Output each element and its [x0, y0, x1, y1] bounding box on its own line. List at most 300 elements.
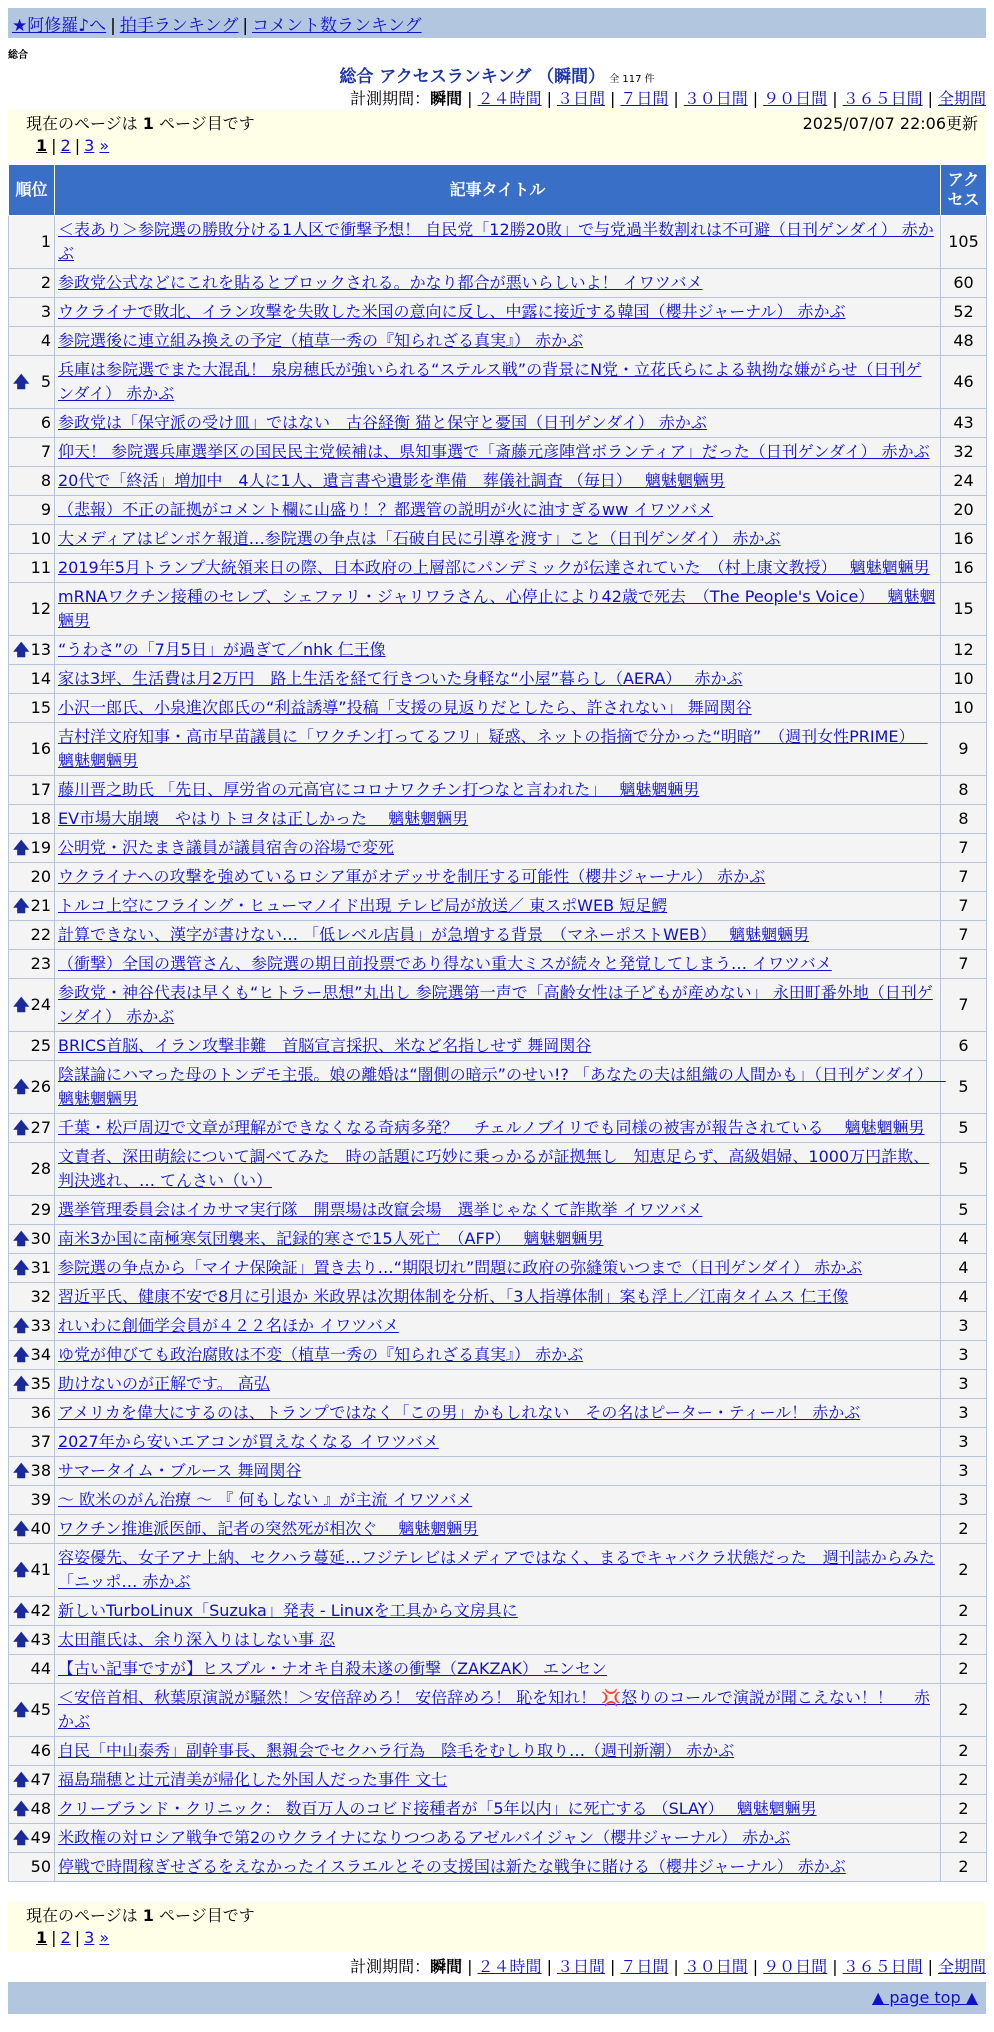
article-link[interactable]: 兵庫は参院選でまた大混乱！ 泉房穂氏が強いられる“ステルス戦”の背景にN党・立花氏らによる執拗な嫌がらせ（日刊ゲンダイ） 赤かぶ [58, 360, 922, 403]
access-count: 8 [941, 805, 987, 834]
ranking-table-body [9, 216, 987, 1882]
rank-up-arrow-icon: 🡅 [13, 896, 30, 915]
article-link[interactable]: 参院選の争点から「マイナ保険証」置き去り…“期限切れ”問題に政府の弥縫策いつまで（日刊ゲンダイ） 赤かぶ [58, 1258, 863, 1277]
table-row [9, 1341, 987, 1370]
table-row [9, 1795, 987, 1824]
paging-text-after: ページ目です [159, 1906, 255, 1925]
period-current: 瞬間 [430, 89, 463, 108]
title-cell [55, 1766, 941, 1795]
rank-cell [9, 1766, 55, 1795]
access-count: 2 [941, 1684, 987, 1737]
rank-up-arrow-icon: 🡅 [13, 1799, 30, 1818]
next-page-link[interactable]: » [99, 1928, 110, 1947]
period-link-4[interactable]: ９０日間 [763, 89, 828, 108]
period-link-0[interactable]: ２４時間 [477, 1957, 542, 1976]
period-selector-bottom [350, 1954, 986, 1977]
page-link-0[interactable]: 2 [60, 136, 71, 155]
title-cell [55, 298, 941, 327]
access-count: 7 [941, 950, 987, 979]
rank-number: 38 [30, 1461, 51, 1480]
title-cell [55, 216, 941, 269]
table-row [9, 694, 987, 723]
access-count: 3 [941, 1370, 987, 1399]
article-link[interactable]: 参院選後に連立組み換えの予定（植草一秀の『知られざる真実』） 赤かぶ [58, 331, 584, 350]
access-count: 105 [941, 216, 987, 269]
table-row [9, 834, 987, 863]
paging-status [26, 1905, 968, 1927]
article-link[interactable]: （悲報）不正の証拠がコメント欄に山盛り！？都選管の説明が火に油すぎるww イワツバメ [58, 500, 713, 519]
access-count: 24 [941, 467, 987, 496]
next-page-link[interactable]: » [99, 136, 110, 155]
title-cell [55, 1515, 941, 1544]
title-cell [55, 1225, 941, 1254]
access-count: 2 [941, 1655, 987, 1684]
table-row [9, 1486, 987, 1515]
rank-header: 順位 [9, 165, 55, 216]
period-label: 計測期間： [350, 89, 431, 108]
table-row [9, 1684, 987, 1737]
paging-box-top [8, 110, 986, 160]
article-link[interactable]: 千葉・松戸周辺で文章が理解ができなくなる奇病多発？ チェルノブイリでも同様の被害が報告されている 魑魅魍魎男 [58, 1118, 925, 1137]
article-link[interactable]: 【古い記事ですが】ヒスブル・ナオキ自殺未遂の衝撃（ZAKZAK） エンセン [58, 1659, 607, 1678]
rank-cell [9, 1196, 55, 1225]
rank-number: 4 [40, 331, 51, 350]
title-cell [55, 1254, 941, 1283]
rank-cell [9, 1312, 55, 1341]
rank-number: 3 [40, 302, 51, 321]
rank-number: 47 [30, 1770, 51, 1789]
rank-cell [9, 1143, 55, 1196]
article-link[interactable]: 大メディアはピンボケ報道…参院選の争点は「石破自民に引導を渡す」こと（日刊ゲンダイ） 赤かぶ [58, 529, 781, 548]
period-link-3[interactable]: ３０日間 [683, 89, 748, 108]
access-count: 8 [941, 776, 987, 805]
footer-bar [8, 1982, 986, 2014]
page-link-0[interactable]: 2 [60, 1928, 71, 1947]
rank-cell [9, 269, 55, 298]
table-row [9, 950, 987, 979]
article-link[interactable]: ゆ党が伸びても政治腐敗は不変（植草一秀の『知られざる真実』） 赤かぶ [58, 1345, 584, 1364]
article-link[interactable]: 助けないのが正解です。 高弘 [58, 1374, 270, 1393]
article-link[interactable]: 容姿優先、女子アナ上納、セクハラ蔓延…フジテレビはメディアではなく、まるでキャバクラ状態だった 週刊誌からみた「ニッポ… 赤かぶ [58, 1548, 935, 1591]
access-count: 2 [941, 1795, 987, 1824]
rank-number: 17 [30, 780, 51, 799]
table-row [9, 863, 987, 892]
table-row [9, 1196, 987, 1225]
table-row [9, 1283, 987, 1312]
rank-up-arrow-icon: 🡅 [13, 1630, 30, 1649]
article-link[interactable]: トルコ上空にフライング・ヒューマノイド出現 テレビ局が放送／ 東スポWEB 短足鰐 [58, 896, 668, 915]
access-count: 46 [941, 356, 987, 409]
rank-up-arrow-icon: 🡅 [13, 1316, 30, 1335]
table-row [9, 979, 987, 1032]
access-count: 3 [941, 1457, 987, 1486]
access-count: 3 [941, 1312, 987, 1341]
period-link-2[interactable]: ７日間 [620, 89, 669, 108]
page-link-1[interactable]: 3 [84, 136, 95, 155]
access-count: 7 [941, 979, 987, 1032]
rank-up-arrow-icon: 🡅 [13, 995, 30, 1014]
article-link[interactable]: 米政権の対ロシア戦争で第2のウクライナになりつつあるアゼルバイジャン（櫻井ジャーナル） 赤かぶ [58, 1828, 791, 1847]
rank-number: 48 [30, 1799, 51, 1818]
table-row [9, 554, 987, 583]
comment-ranking-link[interactable]: コメント数ランキング [252, 16, 422, 36]
article-link[interactable]: 20代で「終活」増加中 4人に1人、遺言書や遺影を準備 葬儀社調査 （毎日） 魑魅魍魎男 [58, 471, 725, 490]
rank-number: 50 [30, 1857, 51, 1876]
access-count: 3 [941, 1399, 987, 1428]
table-row [9, 1370, 987, 1399]
period-link-5[interactable]: ３６５日間 [842, 89, 923, 108]
rank-up-arrow-icon: 🡅 [13, 1345, 30, 1364]
rank-number: 23 [30, 954, 51, 973]
access-count: 10 [941, 665, 987, 694]
rank-number: 28 [30, 1159, 51, 1178]
article-link[interactable]: mRNAワクチン接種のセレブ、シェファリ・ジャリワラさん、心停止により42歳で死去 （The People's Voice） 魑魅魍魎男 [58, 587, 936, 630]
ranking-table [8, 164, 987, 1882]
period-link-1[interactable]: ３日間 [556, 89, 605, 108]
article-link[interactable]: 参政党は「保守派の受け皿」ではない 古谷経衡 猫と保守と憂国（日刊ゲンダイ） 赤かぶ [58, 413, 707, 432]
rank-cell [9, 1626, 55, 1655]
table-row [9, 723, 987, 776]
table-row [9, 525, 987, 554]
rank-number: 41 [30, 1560, 51, 1579]
article-link[interactable]: 選挙管理委員会はイカサマ実行隊 開票場は改竄会場 選挙じゃなくて詐欺挙 イワツバメ [58, 1200, 703, 1219]
rank-up-arrow-icon: 🡅 [13, 1519, 30, 1538]
period-link-0[interactable]: ２４時間 [477, 89, 542, 108]
article-link[interactable]: ～ 欧米のがん治療 ～ 『 何もしない 』が主流 イワツバメ [58, 1490, 473, 1509]
rank-cell [9, 467, 55, 496]
article-link[interactable]: 自民「中山泰秀」副幹事長、懇親会でセクハラ行為 陰毛をむしり取り…（週刊新潮） 赤かぶ [58, 1741, 735, 1760]
article-link[interactable]: れいわに創価学会員が４２２名ほか イワツバメ [58, 1316, 399, 1335]
table-row [9, 805, 987, 834]
rank-up-arrow-icon: 🡅 [13, 1770, 30, 1789]
article-link[interactable]: 停戦で時間稼ぎせざるをえなかったイスラエルとその支援国は新たな戦争に賭ける（櫻井ジャーナル） 赤かぶ [58, 1857, 846, 1876]
rank-number: 30 [30, 1229, 51, 1248]
table-row [9, 496, 987, 525]
article-link[interactable]: 参政党公式などにこれを貼るとブロックされる。かなり都合が悪いらしいよ！ イワツバメ [58, 273, 703, 292]
table-row [9, 467, 987, 496]
table-row [9, 356, 987, 409]
separator: | [927, 89, 933, 108]
top-navigation-bar: ★阿修羅♪へ | 拍手ランキング | コメント数ランキング [8, 8, 986, 38]
paging-current-number: 1 [142, 114, 154, 133]
rank-up-arrow-icon: 🡅 [13, 1258, 30, 1277]
table-row [9, 1114, 987, 1143]
article-link[interactable]: ウクライナへの攻撃を強めているロシア軍がオデッサを制圧する可能性（櫻井ジャーナル） 赤かぶ [58, 867, 766, 886]
access-count: 2 [941, 1544, 987, 1597]
rank-number: 25 [30, 1036, 51, 1055]
rank-cell [9, 356, 55, 409]
article-link[interactable]: 2027年から安いエアコンが買えなくなる イワツバメ [58, 1432, 439, 1451]
rank-number: 36 [30, 1403, 51, 1422]
title-cell [55, 723, 941, 776]
article-link[interactable]: EV市場大崩壊 やはりトヨタは正しかった 魑魅魍魎男 [58, 809, 469, 828]
separator: | [74, 1928, 81, 1947]
title-cell [55, 1143, 941, 1196]
article-link[interactable]: ウクライナで敗北、イラン攻撃を失敗した米国の意向に反し、中露に接近する韓国（櫻井ジャーナル） 赤かぶ [58, 302, 846, 321]
access-count: 7 [941, 921, 987, 950]
rank-up-arrow-icon: 🡅 [13, 1077, 30, 1096]
separator: | [673, 1957, 679, 1976]
rank-number: 35 [30, 1374, 51, 1393]
rank-cell [9, 636, 55, 665]
title-cell [55, 1597, 941, 1626]
rank-cell [9, 496, 55, 525]
title-cell [55, 863, 941, 892]
table-row [9, 216, 987, 269]
rank-cell [9, 1061, 55, 1114]
article-link[interactable]: 2019年5月トランプ大統領来日の際、日本政府の上層部にパンデミックが伝達されていた （村上康文教授） 魑魅魍魎男 [58, 558, 930, 577]
rank-cell [9, 694, 55, 723]
separator: | [832, 89, 838, 108]
table-row [9, 1626, 987, 1655]
rank-cell [9, 1597, 55, 1626]
access-count: 48 [941, 327, 987, 356]
table-row [9, 1225, 987, 1254]
access-count: 12 [941, 636, 987, 665]
article-link[interactable]: 福島瑞穂と辻元清美が帰化した外国人だった事件 文七 [58, 1770, 448, 1789]
table-row [9, 892, 987, 921]
rank-cell [9, 950, 55, 979]
rank-number: 26 [30, 1077, 51, 1096]
rank-cell [9, 1684, 55, 1737]
rank-number: 20 [30, 867, 51, 886]
rank-number: 44 [30, 1659, 51, 1678]
article-link[interactable]: 南米3か国に南極寒気団襲来、記録的寒さで15人死亡 （AFP） 魑魅魍魎男 [58, 1229, 604, 1248]
title-cell [55, 409, 941, 438]
rank-cell [9, 1457, 55, 1486]
period-link-3[interactable]: ３０日間 [683, 1957, 748, 1976]
rank-number: 9 [40, 500, 51, 519]
article-link[interactable]: 新しいTurboLinux「Suzuka」発表 - Linuxを工具から文房具に [58, 1601, 518, 1620]
access-header: アクセス [941, 165, 987, 216]
rank-cell [9, 665, 55, 694]
table-row [9, 1254, 987, 1283]
article-link[interactable]: 小沢一郎氏、小泉進次郎氏の“利益誘導”投稿「支援の見返りだとしたら、許されない」 舞岡関谷 [58, 698, 752, 717]
access-count: 2 [941, 1737, 987, 1766]
rank-cell [9, 979, 55, 1032]
title-cell [55, 1061, 946, 1114]
rank-up-arrow-icon: 🡅 [13, 1374, 30, 1393]
rank-number: 7 [40, 442, 51, 461]
rank-up-arrow-icon: 🡅 [13, 1601, 30, 1620]
rank-number: 5 [40, 372, 51, 391]
rank-cell [9, 1515, 55, 1544]
period-selector-top [350, 86, 986, 109]
rank-number: 13 [30, 640, 51, 659]
rank-number: 42 [30, 1601, 51, 1620]
access-count: 10 [941, 694, 987, 723]
page-links [36, 1927, 968, 1949]
separator: | [467, 89, 473, 108]
article-link[interactable]: ＜表あり＞参院選の勝敗分ける1人区で衝撃予想！ 自民党「12勝20敗」で与党過半数割れは不可避（日刊ゲンダイ） 赤かぶ [58, 220, 934, 263]
rank-number: 11 [30, 558, 51, 577]
table-row [9, 1515, 987, 1544]
rank-cell [9, 1341, 55, 1370]
rank-number: 10 [30, 529, 51, 548]
paging-current-number: 1 [142, 1906, 154, 1925]
title-cell [55, 1853, 941, 1882]
article-link[interactable]: （衝撃）全国の選管さん、参院選の期日前投票であり得ない重大ミスが続々と発覚してしまう… イワツバメ [58, 954, 832, 973]
rank-number: 24 [30, 995, 51, 1014]
title-cell [55, 1737, 941, 1766]
page-top-link[interactable]: ▲ page top ▲ [871, 1988, 978, 2007]
article-link[interactable]: クリーブランド・クリニック： 数百万人のコビド接種者が「5年以内」に死亡する （SLAY） 魑魅魍魎男 [58, 1799, 817, 1818]
access-count: 43 [941, 409, 987, 438]
article-link[interactable]: 陰謀論にハマった母のトンデモ主張。娘の離婚は“闇側の暗示”のせい!? 「あなたの夫は組織の人間かも」（日刊ゲンダイ） 魑魅魍魎男 [58, 1065, 946, 1108]
access-count: 2 [941, 1824, 987, 1853]
article-link[interactable]: 計算できない、漢字が書けない… 「低レベル店員」が急増する背景 （マネーポストWEB） 魑魅魍魎男 [58, 925, 810, 944]
title-cell [55, 467, 941, 496]
page-current: 1 [36, 1928, 48, 1947]
period-current: 瞬間 [430, 1957, 463, 1976]
rank-cell [9, 834, 55, 863]
table-row [9, 1737, 987, 1766]
access-count: 16 [941, 525, 987, 554]
access-count: 5 [941, 1143, 987, 1196]
applause-ranking-link[interactable]: 拍手ランキング [119, 16, 239, 36]
table-row [9, 583, 987, 636]
table-row [9, 1399, 987, 1428]
table-row [9, 1143, 987, 1196]
title-cell [55, 1399, 941, 1428]
separator: | [51, 1928, 57, 1947]
rank-cell [9, 327, 55, 356]
paging-box-bottom [8, 1902, 986, 1952]
separator: | [609, 1957, 616, 1976]
rank-up-arrow-icon: 🡅 [13, 838, 30, 857]
rank-number: 46 [30, 1741, 51, 1760]
article-link[interactable]: 参政党・神谷代表は早くも“ヒトラー思想”丸出し 参院選第一声で「高齢女性は子どもが産めない」 永田町番外地（日刊ゲンダイ） 赤かぶ [58, 983, 933, 1026]
rank-number: 21 [30, 896, 51, 915]
period-link-4[interactable]: ９０日間 [763, 1957, 828, 1976]
rank-cell [9, 1486, 55, 1515]
title-cell [55, 1196, 941, 1225]
article-link[interactable]: 文責者、深田萌絵について調べてみた 時の話題に巧妙に乗っかるが証拠無し 知恵足らず、高級娼婦、1000万円詐欺、判決逃れ、… てんさい（い） [58, 1147, 930, 1190]
title-cell [55, 665, 941, 694]
title-cell [55, 1370, 941, 1399]
title-cell [55, 776, 941, 805]
home-link[interactable]: ★阿修羅♪へ [12, 16, 107, 36]
rank-cell [9, 723, 55, 776]
article-link[interactable]: ワクチン推進派医師、記者の突然死が相次ぐ 魑魅魍魎男 [58, 1519, 479, 1538]
title-cell [55, 950, 941, 979]
page-title [0, 62, 994, 87]
table-row [9, 1597, 987, 1626]
rank-number: 39 [30, 1490, 51, 1509]
table-row [9, 1061, 987, 1114]
title-cell [55, 583, 941, 636]
title-cell [55, 1457, 941, 1486]
access-count: 2 [941, 1597, 987, 1626]
rank-up-arrow-icon: 🡅 [13, 1560, 30, 1579]
access-count: 15 [941, 583, 987, 636]
access-count: 2 [941, 1853, 987, 1882]
rank-number: 37 [30, 1432, 51, 1451]
period-link-2[interactable]: ７日間 [620, 1957, 669, 1976]
article-link[interactable]: 吉村洋文府知事・高市早苗議員に「ワクチン打ってるフリ」疑惑、ネットの指摘で分かった“明暗” （週刊女性PRIME） 魑魅魍魎男 [58, 727, 928, 770]
table-row [9, 269, 987, 298]
paging-text-before: 現在のページは [26, 114, 138, 133]
period-link-6[interactable]: 全期間 [937, 89, 986, 108]
article-link[interactable]: 仰天！ 参院選兵庫選挙区の国民民主党候補は、県知事選で「斎藤元彦陣営ボランティア」だった（日刊ゲンダイ） 赤かぶ [58, 442, 930, 461]
article-link[interactable]: ＜安倍首相、秋葉原演説が騒然！＞安倍辞めろ！ 安倍辞めろ！ 恥を知れ！ 💢怒りのコールで演説が聞こえない！！ 赤かぶ [58, 1688, 930, 1731]
table-row [9, 1544, 987, 1597]
rank-number: 49 [30, 1828, 51, 1847]
rank-cell [9, 1114, 55, 1143]
rank-cell [9, 805, 55, 834]
rank-number: 19 [30, 838, 51, 857]
access-count: 2 [941, 1626, 987, 1655]
title-cell [55, 1544, 941, 1597]
rank-cell [9, 1795, 55, 1824]
table-row [9, 1312, 987, 1341]
separator: | [673, 89, 679, 108]
access-count: 32 [941, 438, 987, 467]
access-count: 5 [941, 1114, 987, 1143]
page-link-1[interactable]: 3 [84, 1928, 95, 1947]
article-link[interactable]: 家は3坪、生活費は月2万円 路上生活を経て行きついた身軽な“小屋”暮らし（AERA） 赤かぶ [58, 669, 743, 688]
article-link[interactable]: 習近平氏、健康不安で8月に引退か 米政界は次期体制を分析、「3人指導体制」案も浮上／江南タイムス 仁王像 [58, 1287, 849, 1306]
rank-up-arrow-icon: 🡅 [13, 372, 30, 391]
article-link[interactable]: 太田龍氏は、余り深入りはしない事 忍 [58, 1630, 336, 1649]
table-row [9, 1457, 987, 1486]
title-cell [55, 525, 941, 554]
rank-cell [9, 409, 55, 438]
period-link-1[interactable]: ３日間 [556, 1957, 605, 1976]
rank-cell [9, 525, 55, 554]
table-row [9, 921, 987, 950]
table-row [9, 1766, 987, 1795]
article-link[interactable]: 藤川晋之助氏 「先日、厚労省の元高官にコロナワクチン打つなと言われた」 魑魅魍魎男 [58, 780, 700, 799]
period-link-5[interactable]: ３６５日間 [842, 1957, 923, 1976]
category-label: 総合 [8, 50, 28, 61]
separator: | [832, 1957, 838, 1976]
title-cell [55, 892, 941, 921]
rank-up-arrow-icon: 🡅 [13, 1118, 30, 1137]
rank-cell [9, 863, 55, 892]
title-cell [55, 1341, 941, 1370]
rank-cell [9, 298, 55, 327]
title-cell [55, 269, 941, 298]
article-link[interactable]: BRICS首脳、イラン攻撃非難 首脳宣言採択、米など名指しせず 舞岡関谷 [58, 1036, 592, 1055]
title-cell [55, 694, 941, 723]
rank-cell [9, 1283, 55, 1312]
article-link[interactable]: サマータイム・ブルース 舞岡関谷 [58, 1461, 302, 1480]
title-cell [55, 1312, 941, 1341]
article-link[interactable]: 公明党・沢たまき議員が議員宿舎の浴場で変死 [58, 838, 395, 857]
access-count: 9 [941, 723, 987, 776]
title-cell [55, 1684, 941, 1737]
separator: | [752, 89, 759, 108]
table-row [9, 1032, 987, 1061]
rank-number: 45 [30, 1700, 51, 1719]
access-count: 3 [941, 1341, 987, 1370]
separator: | [546, 89, 552, 108]
article-link[interactable]: アメリカを偉大にするのは、トランプではなく「この男」かもしれない その名はピーター・ティール！ 赤かぶ [58, 1403, 861, 1422]
access-count: 5 [941, 1061, 987, 1114]
rank-number: 32 [30, 1287, 51, 1306]
table-row [9, 1824, 987, 1853]
rank-number: 27 [30, 1118, 51, 1137]
rank-cell [9, 438, 55, 467]
access-count: 7 [941, 892, 987, 921]
rank-cell [9, 1655, 55, 1684]
article-link[interactable]: “うわさ”の「7月5日」が過ぎて／nhk 仁王像 [58, 640, 386, 659]
rank-up-arrow-icon: 🡅 [13, 1229, 30, 1248]
page-title-text: 総合 アクセスランキング （瞬間） [339, 67, 606, 87]
rank-up-arrow-icon: 🡅 [13, 1828, 30, 1847]
period-link-6[interactable]: 全期間 [937, 1957, 986, 1976]
